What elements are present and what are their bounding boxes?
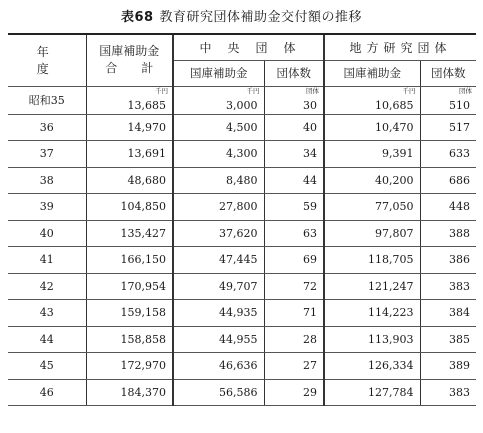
cell-text: 97,807: [375, 226, 414, 240]
cell-central-count: [264, 247, 324, 274]
unit-label: 千円: [402, 86, 416, 95]
cell-text: 71: [303, 306, 317, 320]
cell-local-subsidy: [324, 114, 420, 141]
header-central-count: 団体数: [264, 60, 324, 86]
table-row: [8, 379, 476, 406]
cell-text: 72: [303, 279, 317, 293]
table-row: [8, 194, 476, 221]
cell-year: [8, 114, 86, 141]
header-central: 中 央 団 体: [173, 34, 324, 60]
table-row: [8, 326, 476, 353]
header-total: [86, 34, 173, 86]
cell-text: 13,691: [127, 147, 166, 161]
cell-local-count: [420, 326, 476, 353]
cell-text: 10,685: [375, 98, 414, 112]
cell-text: 170,954: [120, 279, 166, 293]
cell-text: 47,445: [219, 253, 258, 267]
cell-text: 77,050: [375, 200, 414, 214]
cell-local-count: [420, 273, 476, 300]
table-number: 表68: [120, 10, 154, 25]
cell-text: 104,850: [120, 200, 166, 214]
cell-text: 14,970: [127, 120, 166, 134]
table-row: [8, 114, 476, 141]
header-year: 年 度: [8, 34, 86, 86]
header-total-line2: 合 計: [105, 61, 154, 76]
cell-central-subsidy: [173, 300, 264, 327]
cell-text: 27,800: [219, 200, 258, 214]
cell-text: 386: [449, 253, 470, 267]
cell-text: 383: [449, 385, 470, 399]
cell-year: [8, 247, 86, 274]
cell-total: [86, 247, 173, 274]
cell-central-subsidy: [173, 247, 264, 274]
cell-text: 184,370: [120, 385, 166, 399]
unit-label: 団体: [459, 86, 472, 95]
cell-text: 37: [39, 147, 54, 161]
cell-text: 48,680: [127, 173, 166, 187]
cell-local-count: [420, 194, 476, 221]
cell-text: 28: [303, 332, 317, 346]
cell-local-count: [420, 353, 476, 380]
cell-text: 38: [39, 173, 54, 187]
table-row: [8, 220, 476, 247]
cell-text: 37,620: [219, 226, 258, 240]
cell-central-count: [264, 167, 324, 194]
cell-central-subsidy: [173, 141, 264, 168]
cell-text: 46,636: [219, 359, 258, 373]
cell-central-subsidy: [173, 220, 264, 247]
cell-central-subsidy: [173, 353, 264, 380]
cell-central-count: [264, 194, 324, 221]
cell-year: [8, 379, 86, 406]
cell-central-count: [264, 220, 324, 247]
cell-text: 4,500: [226, 120, 258, 134]
cell-text: 49,707: [219, 279, 258, 293]
unit-label: 団体: [306, 86, 319, 95]
unit-label: 千円: [155, 86, 168, 95]
cell-text: 517: [449, 120, 470, 134]
cell-text: 40,200: [375, 173, 414, 187]
cell-text: 121,247: [368, 279, 414, 293]
cell-total: [86, 167, 173, 194]
cell-local-subsidy: [324, 247, 420, 274]
cell-total: [86, 300, 173, 327]
cell-year: [8, 167, 86, 194]
cell-text: 昭和35: [28, 94, 65, 107]
cell-text: 46: [39, 385, 54, 399]
cell-total: [86, 194, 173, 221]
cell-local-subsidy: [324, 273, 420, 300]
cell-central-subsidy: [173, 273, 264, 300]
cell-text: 36: [39, 120, 54, 134]
cell-text: 135,427: [120, 226, 166, 240]
cell-text: 510: [449, 98, 470, 112]
cell-year: [8, 141, 86, 168]
cell-central-subsidy: [173, 326, 264, 353]
cell-text: 118,705: [368, 253, 414, 267]
cell-total: [86, 114, 173, 141]
subsidy-table: [8, 33, 476, 406]
unit-label: 千円: [246, 86, 260, 95]
cell-local-count: [420, 141, 476, 168]
cell-total: [86, 273, 173, 300]
cell-total: [86, 141, 173, 168]
cell-text: 158,858: [120, 332, 166, 346]
table-row: [8, 247, 476, 274]
cell-text: 45: [39, 359, 54, 373]
cell-local-count: [420, 86, 476, 114]
table-title-text: 教育研究団体補助金交付額の推移: [159, 10, 363, 25]
cell-central-subsidy: [173, 86, 264, 114]
cell-central-subsidy: [173, 379, 264, 406]
cell-text: 384: [449, 306, 470, 320]
cell-text: 43: [39, 306, 54, 320]
table-row: [8, 86, 476, 114]
cell-year: [8, 353, 86, 380]
cell-local-count: [420, 300, 476, 327]
cell-local-subsidy: [324, 220, 420, 247]
cell-central-count: [264, 273, 324, 300]
cell-text: 126,334: [368, 359, 414, 373]
cell-total: [86, 86, 173, 114]
cell-local-subsidy: [324, 379, 420, 406]
cell-central-subsidy: [173, 114, 264, 141]
cell-text: 42: [39, 279, 54, 293]
cell-total: [86, 353, 173, 380]
cell-text: 166,150: [120, 253, 166, 267]
header-local-count: 団体数: [420, 60, 476, 86]
cell-text: 383: [449, 279, 470, 293]
cell-text: 159,158: [120, 306, 166, 320]
cell-local-subsidy: [324, 86, 420, 114]
cell-central-count: [264, 379, 324, 406]
cell-text: 4,300: [226, 147, 258, 161]
cell-text: 44,955: [219, 332, 258, 346]
table-row: [8, 141, 476, 168]
cell-text: 40: [39, 226, 54, 240]
cell-local-subsidy: [324, 300, 420, 327]
cell-text: 8,480: [226, 173, 258, 187]
cell-local-subsidy: [324, 353, 420, 380]
cell-text: 44,935: [219, 306, 258, 320]
table-row: [8, 300, 476, 327]
cell-text: 34: [303, 147, 317, 161]
cell-text: 63: [303, 226, 317, 240]
cell-central-count: [264, 300, 324, 327]
cell-text: 172,970: [120, 359, 166, 373]
cell-local-subsidy: [324, 167, 420, 194]
header-local-subsidy: 国庫補助金: [324, 60, 420, 86]
cell-total: [86, 326, 173, 353]
cell-local-subsidy: [324, 326, 420, 353]
cell-central-count: [264, 326, 324, 353]
cell-local-count: [420, 247, 476, 274]
cell-year: [8, 273, 86, 300]
table-row: [8, 273, 476, 300]
header-total-line1: 国庫補助金: [99, 44, 160, 59]
cell-text: 13,685: [127, 98, 166, 112]
table-title: [0, 6, 483, 25]
cell-text: 39: [39, 200, 54, 214]
cell-text: 385: [449, 332, 470, 346]
cell-text: 30: [303, 98, 317, 112]
cell-total: [86, 379, 173, 406]
header-local: 地方研究団体: [324, 34, 476, 60]
cell-text: 448: [449, 200, 470, 214]
cell-text: 3,000: [226, 98, 258, 112]
cell-text: 40: [303, 120, 317, 134]
cell-central-subsidy: [173, 167, 264, 194]
cell-text: 27: [303, 359, 317, 373]
cell-year: [8, 86, 86, 114]
cell-text: 388: [449, 226, 470, 240]
header-central-subsidy: 国庫補助金: [173, 60, 264, 86]
cell-central-subsidy: [173, 194, 264, 221]
cell-central-count: [264, 86, 324, 114]
cell-text: 389: [449, 359, 470, 373]
cell-text: 114,223: [368, 306, 414, 320]
cell-local-count: [420, 114, 476, 141]
cell-text: 633: [449, 147, 470, 161]
cell-text: 59: [303, 200, 317, 214]
cell-text: 44: [39, 332, 54, 346]
cell-central-count: [264, 141, 324, 168]
cell-year: [8, 300, 86, 327]
cell-central-count: [264, 114, 324, 141]
cell-total: [86, 220, 173, 247]
cell-text: 41: [39, 253, 54, 267]
cell-text: 686: [449, 173, 470, 187]
cell-text: 127,784: [368, 385, 414, 399]
cell-text: 44: [303, 173, 317, 187]
cell-text: 29: [303, 385, 317, 399]
cell-central-count: [264, 353, 324, 380]
cell-text: 10,470: [375, 120, 414, 134]
table-body: [8, 86, 476, 406]
cell-local-count: [420, 220, 476, 247]
cell-text: 113,903: [368, 332, 414, 346]
cell-local-count: [420, 167, 476, 194]
table-row: [8, 353, 476, 380]
cell-year: [8, 194, 86, 221]
cell-local-subsidy: [324, 141, 420, 168]
cell-text: 69: [303, 253, 317, 267]
cell-text: 9,391: [382, 147, 414, 161]
cell-year: [8, 220, 86, 247]
table-row: [8, 167, 476, 194]
cell-local-count: [420, 379, 476, 406]
cell-year: [8, 326, 86, 353]
cell-local-subsidy: [324, 194, 420, 221]
cell-text: 56,586: [219, 385, 258, 399]
